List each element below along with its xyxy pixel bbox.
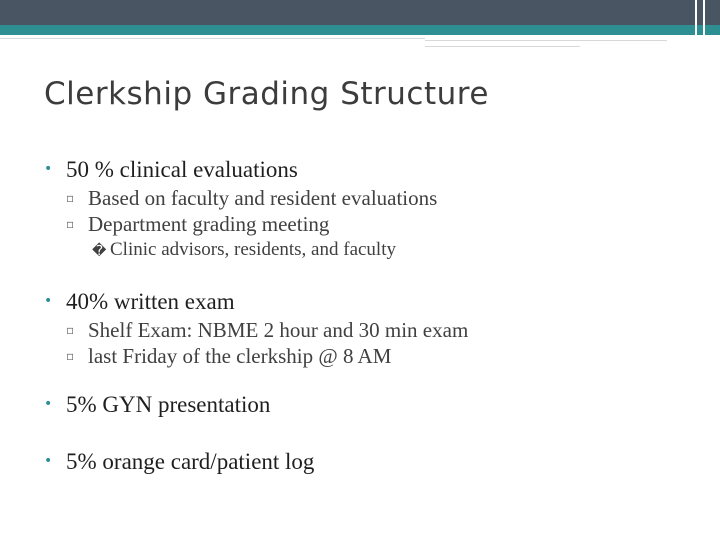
bullet-item	[44, 289, 235, 315]
bullet-dot-icon: •	[44, 161, 53, 177]
sub-sub-bullet-item	[92, 239, 396, 261]
bullet-dot-icon: •	[44, 396, 53, 412]
square-bullet-icon: ▫	[66, 349, 75, 363]
sub-bullet-item	[66, 344, 391, 369]
bullet-item	[44, 157, 298, 183]
header-bar	[0, 0, 720, 25]
square-bullet-icon: ▫	[66, 323, 75, 337]
bullet-dot-icon: •	[44, 293, 53, 309]
header-bar-segment	[0, 0, 695, 25]
square-bullet-icon: ▫	[66, 191, 75, 205]
sub-bullet-item	[66, 186, 437, 211]
sub-bullet-item	[66, 212, 329, 237]
sub-bullet-text: last Friday of the clerkship @ 8 AM	[88, 344, 392, 368]
sub-bullet-text: Shelf Exam: NBME 2 hour and 30 min exam	[88, 318, 469, 342]
square-bullet-icon: ▫	[66, 217, 75, 231]
header-bar-segment	[697, 0, 703, 25]
sub-bullet-item	[66, 318, 468, 343]
divider-line	[0, 38, 425, 39]
accent-bar	[0, 25, 720, 35]
bullet-text: 5% orange card/patient log	[66, 449, 315, 474]
accent-bar-gap	[703, 25, 705, 35]
slide-title: Clerkship Grading Structure	[44, 76, 489, 112]
bullet-dot-icon: •	[44, 453, 53, 469]
divider-line	[425, 46, 580, 47]
sub-sub-bullet-text: Clinic advisors, residents, and faculty	[110, 239, 396, 260]
missing-glyph-icon: �	[92, 243, 107, 259]
accent-bar-gap	[695, 25, 697, 35]
divider-line	[425, 40, 667, 41]
sub-bullet-text: Based on faculty and resident evaluations	[88, 186, 438, 210]
bullet-item	[44, 449, 314, 475]
bullet-text: 40% written exam	[66, 289, 235, 314]
bullet-item	[44, 392, 270, 418]
bullet-text: 50 % clinical evaluations	[66, 157, 298, 182]
sub-bullet-text: Department grading meeting	[88, 212, 330, 236]
bullet-text: 5% GYN presentation	[66, 392, 271, 417]
header-bar-segment	[705, 0, 720, 25]
